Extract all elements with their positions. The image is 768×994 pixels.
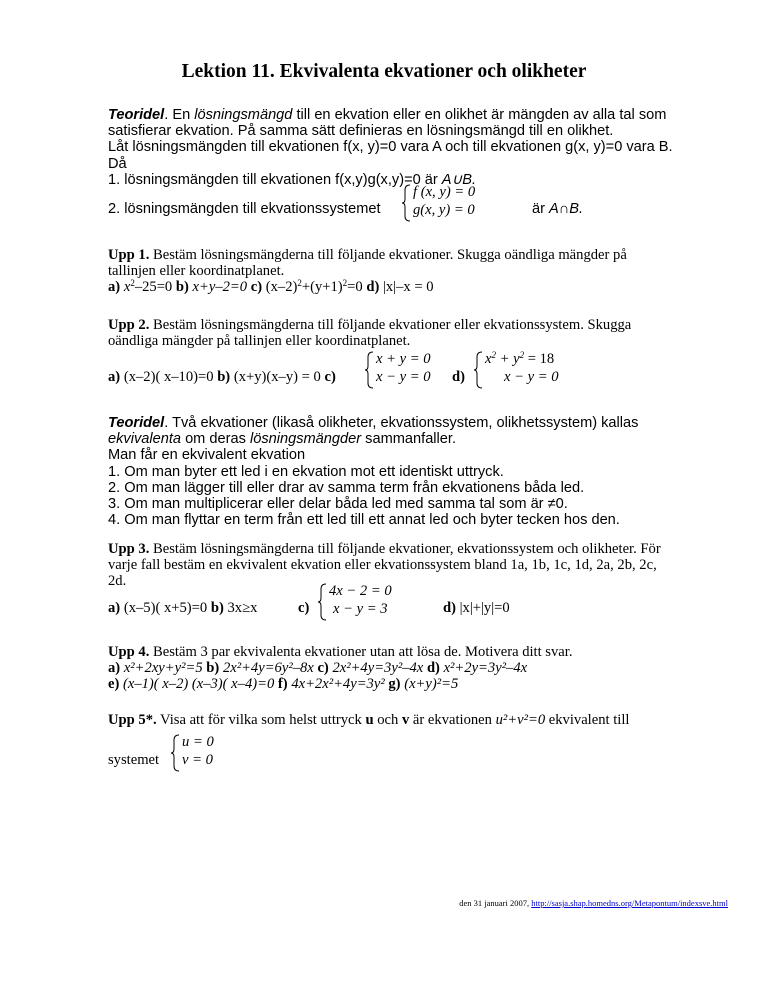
system-eq-1: f (x, y) = 0 <box>413 184 476 200</box>
exercise-2-items: a) (x–2)( x–10)=0 b) (x+y)(x–y) = 0 c) <box>108 369 336 385</box>
brace-icon <box>171 734 181 772</box>
exercise-5: Upp 5*. Visa att för vilka som helst uttryck u och v är ekvationen u²+v²=0 ekvivalent till <box>108 712 630 728</box>
theory-1-line-2: satisfierar ekvation. På samma sätt definieras en lösningsmängd till en olikhet. <box>108 123 614 140</box>
exercise-2-label: Upp 2. <box>108 317 150 333</box>
footer <box>459 898 728 908</box>
theory-1-line-1: Teoridel. En lösningsmängd till en ekvation eller en olikhet är mängden av alla tal som <box>108 107 667 123</box>
system-eq-2: g(x, y) = 0 <box>413 202 475 218</box>
footer-link[interactable]: http://sasja.shap.homedns.org/Metapontum/indexsve.html <box>531 898 728 908</box>
exercise-1-items: a) $x^2-25=0$ b) x+y–2=0 c) $(x-2)^2+(y+1)^2=0$ d) |x|–x = 0 <box>108 278 434 296</box>
rule-1: 1. Om man byter ett led i en ekvation mot ett identiskt uttryck. <box>108 463 504 480</box>
exercise-4-items-2: e) (x–1)( x–2) (x–3)( x–4)=0 f) 4x+2x²+4y=3y² g) (x+y)²=5 <box>108 676 459 693</box>
theory-section-2: Teoridel. Två ekvationer (likaså olikheter, ekvationssystem, olikhetssystem) kallas ekvivalenta om deras lösningsmängder sammanfaller. Man får en ekvivalent ekvation 1. Om man byter ett led i en ekvation mot ett identiskt uttryck. 2. Om man lägger till eller drar av samma term från ekvationens båda led. 3. Om man multiplicerar eller delar båda led med samma tal som är ≠0. 4. Om man flyttar en term från ett led till ett annat led och byter tecken hos den. <box>108 415 728 528</box>
exercise-3: Upp 3. Bestäm lösningsmängderna till följande ekvationer, ekvationssystem och olikheter. För varje fall bestäm en ekvivalent ekvation eller ekvationssystem bland 1a, 1b, 1c, 1d, 2a, 2b, 2c, 2d. <box>108 541 661 590</box>
rule-2: 2. Om man lägger till eller drar av samma term från ekvationens båda led. <box>108 479 585 496</box>
theory-section-1 <box>108 107 728 188</box>
exercise-3-label: Upp 3. <box>108 541 150 557</box>
brace-icon <box>365 351 375 389</box>
system-2c: x + y = 0 x − y = 0 <box>365 351 445 387</box>
exercise-4-label: Upp 4. <box>108 644 150 660</box>
system-5: u = 0 v = 0 <box>171 734 231 770</box>
rule-4: 4. Om man flyttar en term från ett led till ett annat led och byter tecken hos den. <box>108 512 620 529</box>
brace-icon <box>474 351 484 389</box>
theory-1-line-3: Låt lösningsmängden till ekvationen f(x, y)=0 vara A och till ekvationen g(x, y)=0 vara B. <box>108 139 673 156</box>
brace-icon <box>318 583 328 621</box>
exercise-1-label: Upp 1. <box>108 247 150 263</box>
exercise-4: Upp 4. Bestäm 3 par ekvivalenta ekvationer utan att lösa de. Motivera ditt svar. a) x²+2xy+y²=5 b) 2x²+4y=6y²–8x c) 2x²+4y=3y²–4x d) x²+2y=3y²–4x e) (x–1)( x–2) (x–3)( x–4)=0 f) 4x+2x²+4y=3y² g) (x+y)²=5 <box>108 644 728 693</box>
theory-1-line-4: Då <box>108 155 127 172</box>
system-2d: $x^2 + y^2 = 18$ x − y = 0 <box>474 351 584 387</box>
theory-label: Teoridel <box>108 415 165 431</box>
brace-icon <box>402 184 412 222</box>
footer-date: den 31 januari 2007, <box>459 898 532 908</box>
system-f-g <box>402 184 532 220</box>
exercise-2: Upp 2. Bestäm lösningsmängderna till följande ekvationer eller ekvationssystem. Skugga oändliga mängder på tallinjen eller koordinatplanet. <box>108 317 632 350</box>
exercise-4-items-1: a) x²+2xy+y²=5 b) 2x²+4y=6y²–8x c) 2x²+4y=3y²–4x d) x²+2y=3y²–4x <box>108 660 528 677</box>
exercise-5-label: Upp 5*. <box>108 712 157 728</box>
exercise-1: Upp 1. Bestäm lösningsmängderna till följande ekvationer. Skugga oändliga mängder på tallinjen eller koordinatplanet. a) $x^2-25=0$ b) x+y–2=0 c) $(x-2)^2+(y+1)^2=0$ d) |x|–x = 0 <box>108 247 728 296</box>
theory-1-point-1: 1. lösningsmängden till ekvationen f(x,y)g(x,y)=0 är A∪B. <box>108 171 477 188</box>
theory-label: Teoridel <box>108 107 165 123</box>
exercise-3-items: a) (x–5)( x+5)=0 b) 3x≥x <box>108 600 258 616</box>
theory-1-point-2-result: är A∩B. <box>532 201 584 217</box>
page-title: Lektion 11. Ekvivalenta ekvationer och olikheter <box>181 61 587 82</box>
system-3c: 4x − 2 = 0 x − y = 3 <box>318 583 408 619</box>
theory-1-point-2: 2. lösningsmängden till ekvationssystemet <box>108 201 381 217</box>
document-page: Lektion 11. Ekvivalenta ekvationer och olikheter Teoridel. En lösningsmängd till en ekvation eller en olikhet är mängden av alla tal som satisfierar ekvation. På samma sätt definieras en lösningsmängd till en olikhet. Låt lösningsmängden till ekvationen f(x, y)=0 vara A och till ekvationen g(x, y)=0 vara B. Då 1. lösningsmängden till ekvationen f(x,y)g(x,y)=0 är A∪B. 2. lösningsmängden till ekvationssystemet f (x, y) = 0 g(x, y) = 0 är A∩B. Upp 1. Bestäm lösningsmängderna till följande ekvationer. Skugga oändliga mängder på tallinjen eller koordinatplanet. a) $x^2-25=0$ b) x+y–2=0 c) $(x-2)^2+(y+1)^2=0$ d) |x|–x = 0 Upp 2. Bestäm lösningsmängderna till följande ekvationer eller ekvationssystem. Skugga oändliga mängder på tallinjen eller koordinatplanet. a) (x–2)( x–10)=0 b) (x+y)(x–y) = 0 c) x + y = 0 x − y = 0 d) $x^2 + y^2 = 18$ x − y = 0 Teoridel. Två ekvationer (likaså olikheter, ekvationssystem, olikhetssystem) kallas ekvivalenta om deras lösningsmängder sammanfaller. Man får en ekvivalent ekvation 1. Om man byter ett led i en ekvation mot ett identiskt uttryck. 2. Om man lägger till eller drar av samma term från ekvationens båda led. 3. Om man multiplicerar eller delar båda led med samma tal som är ≠0. 4. Om man flyttar en term från ett led till ett annat led och byter tecken hos den. Upp 3. Bestäm lösningsmängderna till följande ekvationer, ekvationssystem och olikheter. För varje fall bestäm en ekvivalent ekvation eller ekvationssystem bland 1a, 1b, 1c, 1d, 2a, 2b, 2c, 2d. a) (x–5)( x+5)=0 b) 3x≥x c) 4x − 2 = 0 x − y = 3 d) |x|+|y|=0 Upp 4. Bestäm 3 par ekvivalenta ekvationer utan att lösa de. Motivera ditt svar. a) x²+2xy+y²=5 b) 2x²+4y=6y²–8x c) 2x²+4y=3y²–4x d) x²+2y=3y²–4x e) (x–1)( x–2) (x–3)( x–4)=0 f) 4x+2x²+4y=3y² g) (x+y)²=5 Upp 5*. Visa att för vilka som helst uttryck u och v är ekvationen u²+v²=0 ekvivalent till systemet u = 0 v = 0 den 31 januari 2007, http://sasja.shap.homedns.org/Metapontum/indexsve.html <box>0 0 768 994</box>
rule-3: 3. Om man multiplicerar eller delar båda led med samma tal som är ≠0. <box>108 496 568 513</box>
